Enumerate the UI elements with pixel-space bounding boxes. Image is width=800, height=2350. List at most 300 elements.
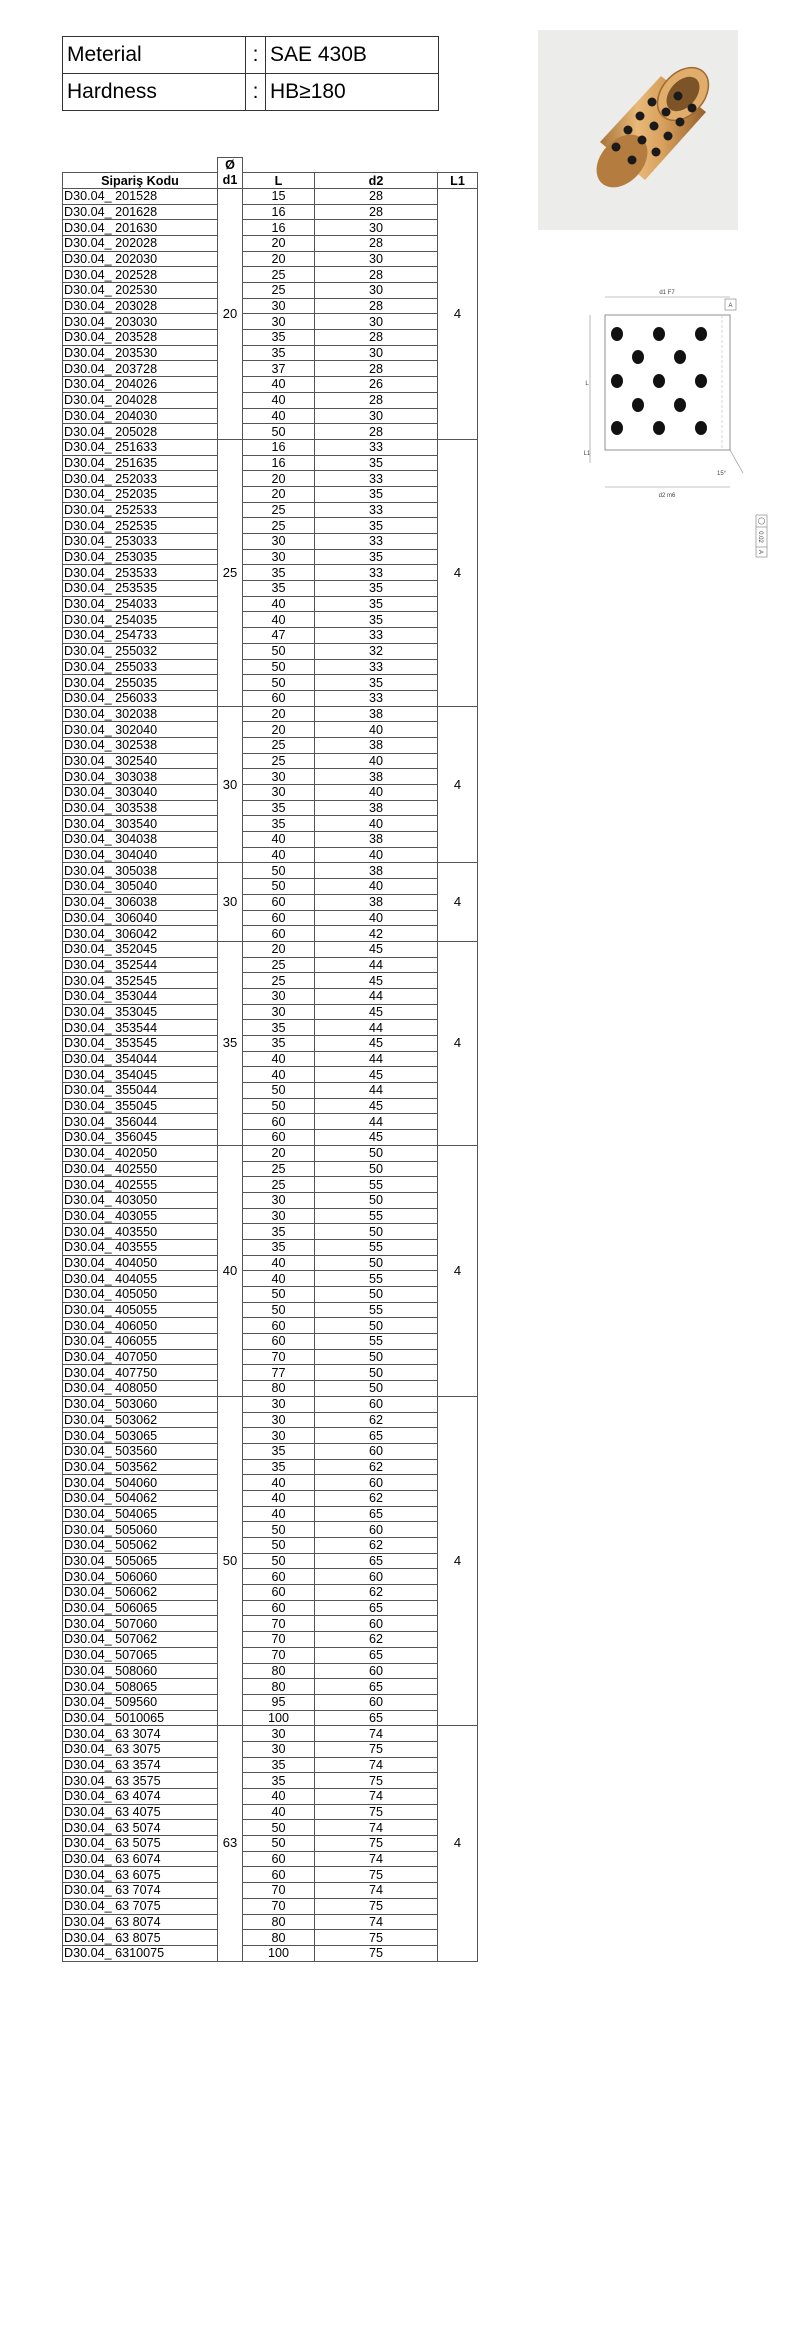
d2-cell: 28 xyxy=(315,267,438,283)
l-cell: 70 xyxy=(243,1616,315,1632)
order-code-cell: D30.04_ 405055 xyxy=(63,1302,218,1318)
d2-cell: 40 xyxy=(315,847,438,863)
l1-cell: 4 xyxy=(438,1396,478,1725)
table-row xyxy=(63,1585,478,1601)
order-code-cell: D30.04_ 63 3574 xyxy=(63,1757,218,1773)
order-code-cell: D30.04_ 304038 xyxy=(63,832,218,848)
l-cell: 50 xyxy=(243,863,315,879)
table-row xyxy=(63,1098,478,1114)
table-row xyxy=(63,1381,478,1397)
d2-cell: 75 xyxy=(315,1773,438,1789)
l-cell: 40 xyxy=(243,408,315,424)
d2-cell: 30 xyxy=(315,251,438,267)
left-dim-label: L xyxy=(585,381,589,387)
d2-cell: 74 xyxy=(315,1726,438,1742)
table-row xyxy=(63,1302,478,1318)
order-code-cell: D30.04_ 503062 xyxy=(63,1412,218,1428)
l-cell: 35 xyxy=(243,1224,315,1240)
order-code-cell: D30.04_ 63 8075 xyxy=(63,1930,218,1946)
d2-cell: 44 xyxy=(315,1114,438,1130)
order-code-cell: D30.04_ 302038 xyxy=(63,706,218,722)
d2-cell: 35 xyxy=(315,675,438,691)
d2-cell: 33 xyxy=(315,439,438,455)
l-cell: 40 xyxy=(243,392,315,408)
order-code-cell: D30.04_ 255035 xyxy=(63,675,218,691)
table-row xyxy=(63,267,478,283)
d2-cell: 75 xyxy=(315,1741,438,1757)
table-row xyxy=(63,941,478,957)
order-code-cell: D30.04_ 352045 xyxy=(63,941,218,957)
order-code-cell: D30.04_ 353044 xyxy=(63,988,218,1004)
d1-cell: 40 xyxy=(218,1145,243,1396)
l-cell: 40 xyxy=(243,1067,315,1083)
table-row xyxy=(63,722,478,738)
table-row xyxy=(63,1020,478,1036)
order-code-cell: D30.04_ 204028 xyxy=(63,392,218,408)
l-cell: 30 xyxy=(243,1741,315,1757)
order-code-cell: D30.04_ 306042 xyxy=(63,926,218,942)
d2-cell: 33 xyxy=(315,659,438,675)
l1-cell: 4 xyxy=(438,1145,478,1396)
l-cell: 70 xyxy=(243,1883,315,1899)
d2-cell: 75 xyxy=(315,1804,438,1820)
d2-cell: 50 xyxy=(315,1255,438,1271)
l1-cell: 4 xyxy=(438,439,478,706)
table-row xyxy=(63,894,478,910)
l-cell: 47 xyxy=(243,628,315,644)
l-cell: 80 xyxy=(243,1914,315,1930)
d2-cell: 28 xyxy=(315,235,438,251)
l-cell: 30 xyxy=(243,1428,315,1444)
l-cell: 35 xyxy=(243,1020,315,1036)
d2-cell: 44 xyxy=(315,988,438,1004)
order-code-cell: D30.04_ 255032 xyxy=(63,643,218,659)
l-cell: 70 xyxy=(243,1632,315,1648)
table-row xyxy=(63,377,478,393)
order-code-cell: D30.04_ 251633 xyxy=(63,439,218,455)
l-cell: 40 xyxy=(243,1506,315,1522)
d2-cell: 33 xyxy=(315,565,438,581)
d2-cell: 28 xyxy=(315,392,438,408)
table-row xyxy=(63,549,478,565)
order-code-cell: D30.04_ 306040 xyxy=(63,910,218,926)
table-row xyxy=(63,581,478,597)
order-code-cell: D30.04_ 254033 xyxy=(63,596,218,612)
order-code-cell: D30.04_ 403055 xyxy=(63,1208,218,1224)
table-row xyxy=(63,1647,478,1663)
l-cell: 35 xyxy=(243,1036,315,1052)
d2-cell: 65 xyxy=(315,1710,438,1726)
l-cell: 60 xyxy=(243,690,315,706)
order-code-cell: D30.04_ 353045 xyxy=(63,1004,218,1020)
l-cell: 30 xyxy=(243,298,315,314)
table-row xyxy=(63,188,478,204)
order-code-cell: D30.04_ 356045 xyxy=(63,1130,218,1146)
l-cell: 35 xyxy=(243,1443,315,1459)
order-code-cell: D30.04_ 403050 xyxy=(63,1192,218,1208)
l-cell: 60 xyxy=(243,1585,315,1601)
d2-cell: 38 xyxy=(315,894,438,910)
d2-cell: 75 xyxy=(315,1867,438,1883)
d2-cell: 75 xyxy=(315,1836,438,1852)
table-row xyxy=(63,816,478,832)
table-row xyxy=(63,1522,478,1538)
table-row xyxy=(63,1130,478,1146)
l-cell: 60 xyxy=(243,1318,315,1334)
order-code-cell: D30.04_ 254733 xyxy=(63,628,218,644)
d2-cell: 40 xyxy=(315,816,438,832)
l-cell: 35 xyxy=(243,1239,315,1255)
d2-cell: 62 xyxy=(315,1490,438,1506)
d2-cell: 44 xyxy=(315,1051,438,1067)
spec-key: Meterial xyxy=(63,37,246,74)
table-row xyxy=(63,628,478,644)
table-row xyxy=(63,1208,478,1224)
table-row xyxy=(63,392,478,408)
order-code-cell: D30.04_ 203728 xyxy=(63,361,218,377)
order-code-cell: D30.04_ 355044 xyxy=(63,1083,218,1099)
d2-cell: 45 xyxy=(315,1067,438,1083)
l-cell: 35 xyxy=(243,1459,315,1475)
top-dim-label: d1 F7 xyxy=(659,290,675,296)
l-cell: 50 xyxy=(243,1302,315,1318)
d1-cell: 30 xyxy=(218,706,243,863)
order-code-cell: D30.04_ 507062 xyxy=(63,1632,218,1648)
l-cell: 30 xyxy=(243,1192,315,1208)
table-row xyxy=(63,1177,478,1193)
d1-cell: 30 xyxy=(218,863,243,941)
order-code-cell: D30.04_ 63 3075 xyxy=(63,1741,218,1757)
d2-cell: 35 xyxy=(315,596,438,612)
l-cell: 30 xyxy=(243,785,315,801)
l1-cell: 4 xyxy=(438,188,478,439)
l-cell: 20 xyxy=(243,251,315,267)
order-code-cell: D30.04_ 505062 xyxy=(63,1538,218,1554)
d2-cell: 33 xyxy=(315,628,438,644)
l-cell: 25 xyxy=(243,753,315,769)
order-code-cell: D30.04_ 303040 xyxy=(63,785,218,801)
d2-cell: 40 xyxy=(315,785,438,801)
order-code-cell: D30.04_ 504062 xyxy=(63,1490,218,1506)
table-row xyxy=(63,800,478,816)
order-code-cell: D30.04_ 508060 xyxy=(63,1663,218,1679)
d2-cell: 45 xyxy=(315,941,438,957)
table-row xyxy=(63,1318,478,1334)
order-code-cell: D30.04_ 305038 xyxy=(63,863,218,879)
table-row xyxy=(63,1161,478,1177)
l-cell: 80 xyxy=(243,1663,315,1679)
order-code-cell: D30.04_ 302540 xyxy=(63,753,218,769)
order-code-cell: D30.04_ 355045 xyxy=(63,1098,218,1114)
d2-cell: 55 xyxy=(315,1239,438,1255)
table-row xyxy=(63,1051,478,1067)
l-cell: 40 xyxy=(243,1804,315,1820)
l-cell: 40 xyxy=(243,1255,315,1271)
order-code-cell: D30.04_ 407050 xyxy=(63,1349,218,1365)
l-cell: 16 xyxy=(243,455,315,471)
table-row xyxy=(63,439,478,455)
table-row xyxy=(63,1914,478,1930)
l-cell: 35 xyxy=(243,581,315,597)
l-cell: 30 xyxy=(243,769,315,785)
order-code-cell: D30.04_ 256033 xyxy=(63,690,218,706)
d2-cell: 50 xyxy=(315,1192,438,1208)
order-code-cell: D30.04_ 306038 xyxy=(63,894,218,910)
d2-cell: 40 xyxy=(315,722,438,738)
d2-cell: 45 xyxy=(315,1036,438,1052)
table-row xyxy=(63,1428,478,1444)
l-cell: 50 xyxy=(243,675,315,691)
order-code-cell: D30.04_ 402550 xyxy=(63,1161,218,1177)
table-row xyxy=(63,283,478,299)
l-cell: 40 xyxy=(243,832,315,848)
order-code-cell: D30.04_ 252035 xyxy=(63,486,218,502)
l-cell: 30 xyxy=(243,988,315,1004)
spec-row xyxy=(63,74,439,111)
order-code-cell: D30.04_ 352544 xyxy=(63,957,218,973)
table-row xyxy=(63,1773,478,1789)
order-code-cell: D30.04_ 202528 xyxy=(63,267,218,283)
part-number-table xyxy=(62,157,478,1962)
order-code-cell: D30.04_ 302538 xyxy=(63,737,218,753)
d2-cell: 50 xyxy=(315,1318,438,1334)
table-row xyxy=(63,204,478,220)
table-row xyxy=(63,847,478,863)
table-row xyxy=(63,1710,478,1726)
table-row xyxy=(63,235,478,251)
d2-cell: 75 xyxy=(315,1898,438,1914)
d2-cell: 50 xyxy=(315,1381,438,1397)
d2-cell: 65 xyxy=(315,1679,438,1695)
order-code-cell: D30.04_ 503562 xyxy=(63,1459,218,1475)
d2-cell: 74 xyxy=(315,1757,438,1773)
order-code-cell: D30.04_ 201628 xyxy=(63,204,218,220)
order-code-cell: D30.04_ 63 3074 xyxy=(63,1726,218,1742)
order-code-cell: D30.04_ 63 5075 xyxy=(63,1836,218,1852)
table-row xyxy=(63,1820,478,1836)
table-row xyxy=(63,1836,478,1852)
l-cell: 16 xyxy=(243,204,315,220)
l-cell: 25 xyxy=(243,973,315,989)
datum-label: A xyxy=(728,303,733,309)
technical-drawing xyxy=(575,285,775,595)
table-row xyxy=(63,957,478,973)
l-cell: 50 xyxy=(243,424,315,440)
l-cell: 20 xyxy=(243,706,315,722)
table-row xyxy=(63,1287,478,1303)
l1-cell: 4 xyxy=(438,941,478,1145)
l-cell: 20 xyxy=(243,235,315,251)
order-code-cell: D30.04_ 255033 xyxy=(63,659,218,675)
d2-cell: 35 xyxy=(315,486,438,502)
l-cell: 25 xyxy=(243,502,315,518)
table-row xyxy=(63,486,478,502)
table-row xyxy=(63,1396,478,1412)
order-code-cell: D30.04_ 253035 xyxy=(63,549,218,565)
d2-cell: 30 xyxy=(315,345,438,361)
l-cell: 60 xyxy=(243,1334,315,1350)
d2-cell: 28 xyxy=(315,361,438,377)
d2-cell: 55 xyxy=(315,1208,438,1224)
order-code-cell: D30.04_ 506062 xyxy=(63,1585,218,1601)
order-code-cell: D30.04_ 63 8074 xyxy=(63,1914,218,1930)
l-cell: 25 xyxy=(243,1177,315,1193)
l-cell: 30 xyxy=(243,1004,315,1020)
d2-cell: 33 xyxy=(315,471,438,487)
l-cell: 20 xyxy=(243,941,315,957)
table-row xyxy=(63,1224,478,1240)
bushing-outline xyxy=(605,315,730,450)
bottom-dim-label: d2 m6 xyxy=(658,493,676,499)
order-code-cell: D30.04_ 202530 xyxy=(63,283,218,299)
table-row xyxy=(63,988,478,1004)
order-code-cell: D30.04_ 403555 xyxy=(63,1239,218,1255)
l-cell: 40 xyxy=(243,1271,315,1287)
table-row xyxy=(63,879,478,895)
l-cell: 77 xyxy=(243,1365,315,1381)
order-code-cell: D30.04_ 404050 xyxy=(63,1255,218,1271)
d2-cell: 30 xyxy=(315,314,438,330)
d1-cell: 35 xyxy=(218,941,243,1145)
table-row xyxy=(63,1600,478,1616)
d2-header: d2 xyxy=(315,173,438,189)
table-row xyxy=(63,1506,478,1522)
table-row xyxy=(63,518,478,534)
table-row xyxy=(63,251,478,267)
l-cell: 40 xyxy=(243,596,315,612)
d2-cell: 60 xyxy=(315,1616,438,1632)
table-row xyxy=(63,330,478,346)
d2-cell: 44 xyxy=(315,1020,438,1036)
table-row xyxy=(63,659,478,675)
table-row xyxy=(63,1632,478,1648)
l-cell: 15 xyxy=(243,188,315,204)
table-row xyxy=(63,1757,478,1773)
l-header: L xyxy=(243,173,315,189)
l-cell: 50 xyxy=(243,1836,315,1852)
d2-cell: 74 xyxy=(315,1789,438,1805)
order-code-cell: D30.04_ 356044 xyxy=(63,1114,218,1130)
l-cell: 25 xyxy=(243,283,315,299)
table-row xyxy=(63,753,478,769)
d2-cell: 38 xyxy=(315,706,438,722)
table-row xyxy=(63,1255,478,1271)
order-code-cell: D30.04_ 253535 xyxy=(63,581,218,597)
d1-header: d1 xyxy=(218,173,243,189)
material-spec-table xyxy=(62,36,439,111)
d2-cell: 74 xyxy=(315,1820,438,1836)
l-cell: 100 xyxy=(243,1710,315,1726)
order-code-cell: D30.04_ 201528 xyxy=(63,188,218,204)
table-row xyxy=(63,424,478,440)
l-cell: 35 xyxy=(243,816,315,832)
d2-cell: 62 xyxy=(315,1585,438,1601)
order-code-cell: D30.04_ 406055 xyxy=(63,1334,218,1350)
l-cell: 50 xyxy=(243,659,315,675)
order-code-cell: D30.04_ 354045 xyxy=(63,1067,218,1083)
table-row xyxy=(63,612,478,628)
d2-cell: 40 xyxy=(315,753,438,769)
d2-cell: 33 xyxy=(315,690,438,706)
table-row xyxy=(63,1036,478,1052)
order-code-cell: D30.04_ 303538 xyxy=(63,800,218,816)
order-code-cell: D30.04_ 202028 xyxy=(63,235,218,251)
d2-cell: 35 xyxy=(315,612,438,628)
table-row xyxy=(63,1898,478,1914)
l-cell: 60 xyxy=(243,926,315,942)
table-row xyxy=(63,1349,478,1365)
d2-cell: 28 xyxy=(315,298,438,314)
l-cell: 60 xyxy=(243,1851,315,1867)
order-code-cell: D30.04_ 252535 xyxy=(63,518,218,534)
l-cell: 30 xyxy=(243,1208,315,1224)
order-code-cell: D30.04_ 63 5074 xyxy=(63,1820,218,1836)
d2-cell: 60 xyxy=(315,1569,438,1585)
d2-cell: 65 xyxy=(315,1553,438,1569)
l-cell: 25 xyxy=(243,267,315,283)
d2-cell: 33 xyxy=(315,534,438,550)
l-cell: 80 xyxy=(243,1679,315,1695)
table-row xyxy=(63,1239,478,1255)
l-cell: 50 xyxy=(243,1522,315,1538)
l1-cell: 4 xyxy=(438,863,478,941)
l1-dim-label: L1 xyxy=(583,451,591,457)
d2-cell: 35 xyxy=(315,581,438,597)
order-code-cell: D30.04_ 354044 xyxy=(63,1051,218,1067)
order-code-cell: D30.04_ 204030 xyxy=(63,408,218,424)
table-row xyxy=(63,455,478,471)
l-cell: 35 xyxy=(243,1757,315,1773)
d2-cell: 50 xyxy=(315,1349,438,1365)
d1-cell: 25 xyxy=(218,439,243,706)
l-cell: 40 xyxy=(243,377,315,393)
order-code-cell: D30.04_ 204026 xyxy=(63,377,218,393)
d2-cell: 62 xyxy=(315,1538,438,1554)
table-row xyxy=(63,565,478,581)
d2-cell: 55 xyxy=(315,1177,438,1193)
order-code-cell: D30.04_ 203528 xyxy=(63,330,218,346)
d2-cell: 60 xyxy=(315,1396,438,1412)
d2-cell: 38 xyxy=(315,863,438,879)
table-row xyxy=(63,1867,478,1883)
order-code-cell: D30.04_ 405050 xyxy=(63,1287,218,1303)
d2-cell: 35 xyxy=(315,455,438,471)
d2-cell: 35 xyxy=(315,549,438,565)
d2-cell: 74 xyxy=(315,1851,438,1867)
table-row xyxy=(63,1851,478,1867)
d2-cell: 28 xyxy=(315,330,438,346)
order-code-cell: D30.04_ 63 6075 xyxy=(63,1867,218,1883)
table-row xyxy=(63,863,478,879)
d2-cell: 28 xyxy=(315,188,438,204)
d2-cell: 35 xyxy=(315,518,438,534)
table-row xyxy=(63,1459,478,1475)
table-row xyxy=(63,1553,478,1569)
l-cell: 60 xyxy=(243,1130,315,1146)
l-cell: 30 xyxy=(243,549,315,565)
order-code-cell: D30.04_ 503065 xyxy=(63,1428,218,1444)
l-cell: 30 xyxy=(243,1396,315,1412)
d2-cell: 38 xyxy=(315,832,438,848)
d2-cell: 75 xyxy=(315,1930,438,1946)
l-cell: 50 xyxy=(243,1553,315,1569)
l-cell: 20 xyxy=(243,486,315,502)
spec-separator: : xyxy=(246,74,266,111)
table-row xyxy=(63,220,478,236)
l-cell: 50 xyxy=(243,879,315,895)
l-cell: 20 xyxy=(243,722,315,738)
d2-cell: 50 xyxy=(315,1224,438,1240)
